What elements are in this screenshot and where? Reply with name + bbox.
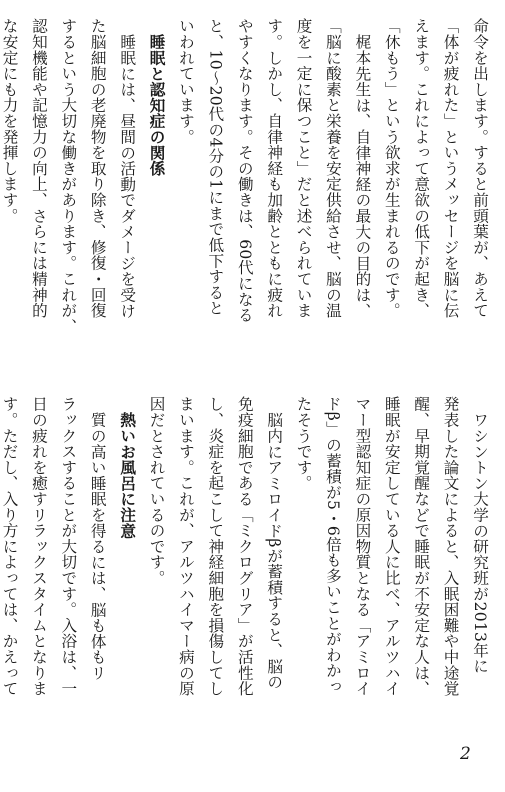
text-line: 発表した論文によると、入眠困難や中途覚 [441,396,460,697]
text-line: 梶本先生は、自律神経の最大の目的は、 [353,33,372,318]
text-line: と、10～20代の4分の1にまで低下すると [206,18,225,316]
text-line: たそうです。 [294,396,313,491]
text-line: 「脳に酸素と栄養を安定供給させ、脳の温 [323,18,342,319]
top-text-block [0,18,494,348]
text-line: 脳内にアミロイドβが蓄積すると、脳の [265,411,284,690]
text-line: まいます。これが、アルツハイマー病の原 [176,396,195,697]
text-line: ワシントン大学の研究班が2013年に [471,411,489,674]
text-line: 「体が疲れた」というメッセージを脳に伝 [441,18,460,319]
text-line: な安定にも力を発揮します。 [0,18,19,224]
text-line: 免疫細胞である「ミクログリア」が活性化 [235,396,254,697]
text-line: ラックスすることが大切です。入浴は、一 [59,396,78,697]
text-line: いわれています。 [176,18,195,145]
text-line: えます。これによって意欲の低下が起き、 [412,18,431,319]
text-line: ドβ」の蓄積が5・6倍も多いことがわかっ [323,396,342,695]
text-line: 認知機能や記憶力の向上、さらには精神的 [29,18,48,319]
text-line: 睡眠が安定している人に比べ、アルツハイ [382,396,401,697]
text-line: し、炎症を起こして神経細胞を損傷してし [206,396,225,697]
page-number: 2 [460,744,471,764]
section-heading-hot-bath: 熱いお風呂に注意 [118,411,137,538]
text-line: 命令を出します。すると前頭葉が、あえて [471,18,489,319]
text-line: す。しかし、自律神経も加齢とともに疲れ [265,18,284,319]
text-line: た脳細胞の老廃物を取り除き、修復・回復 [88,18,107,319]
text-line: マー型認知症の原因物質となる「アミロイ [353,396,372,697]
text-line: 度を一定に保つこと」だと述べられていま [294,18,313,319]
text-line: 日の疲れを癒すリラックスタイムとなりま [29,396,48,697]
section-heading-sleep-dementia: 睡眠と認知症の関係 [147,33,166,176]
text-line: やすくなります。その働きは、60代になる [235,18,254,323]
text-line: 睡眠には、昼間の活動でダメージを受け [118,33,137,318]
text-line: 醒、早期覚醒などで睡眠が不安定な人は、 [412,396,431,697]
text-line: 因だとされているのです。 [147,396,166,586]
bottom-text-block [0,396,494,740]
text-line: するという大切な働きがあります。これが、 [59,18,78,334]
text-line: 「休もう」という欲求が生まれるのです。 [382,18,401,319]
text-line: 質の高い睡眠を得るには、脳も体もリ [88,411,107,681]
text-line: す。ただし、入り方によっては、かえって [0,396,19,697]
